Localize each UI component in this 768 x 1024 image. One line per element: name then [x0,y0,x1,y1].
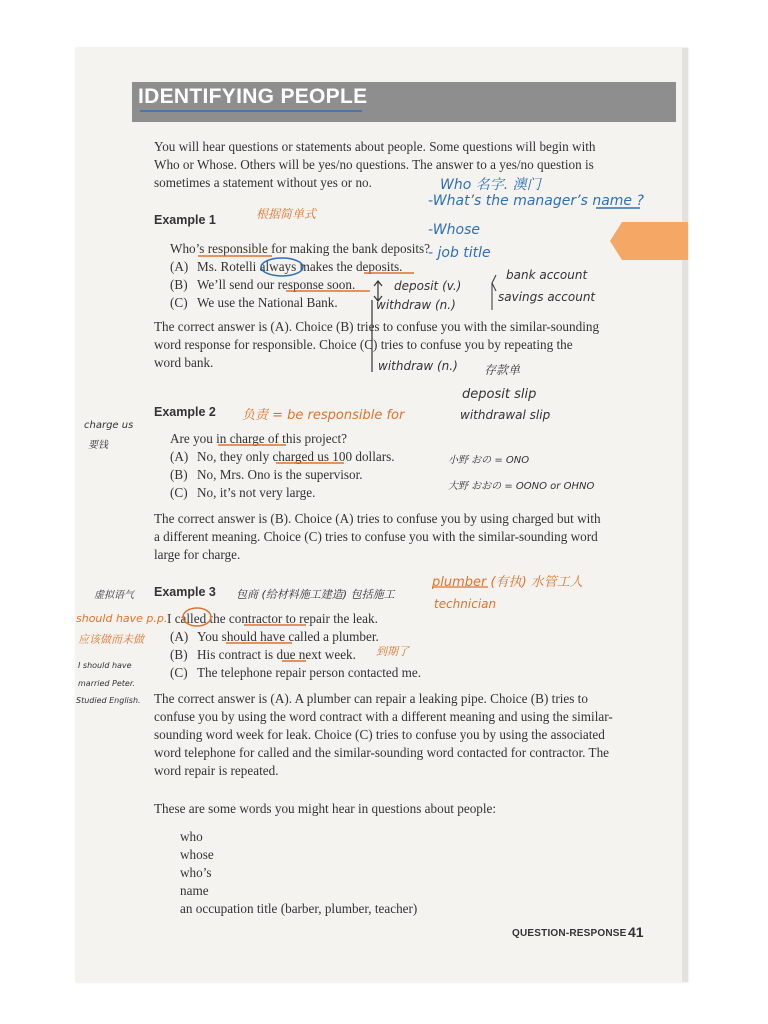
note-left-4: I should have [78,661,132,670]
intro-line-2: Who or Whose. Others will be yes/no questions. The answer to a yes/no question is [154,157,594,172]
intro-line-1: You will hear questions or statements about people. Some questions will begin with [154,139,596,154]
list-item: an occupation title (barber, plumber, teacher) [180,901,418,916]
list-item: whose [180,847,214,862]
note-left-2: should have p.p. [76,612,168,625]
example-1-question: Who’s responsible for making the bank deposits? [170,241,431,256]
circle-always [261,258,303,276]
page-title: IDENTIFYING PEOPLE [138,85,368,108]
note-savings-account: savings account [498,290,596,304]
example-2-option-a: No, they only charged us 100 dollars. [197,449,395,464]
example-3-option-a-letter: (A) [170,629,189,644]
note-ono-1: 小野 おの = ONO [448,455,530,466]
example-2-option-c: No, it’s not very large. [197,485,316,500]
example-1-option-a: Ms. Rotelli always makes the deposits. [197,259,403,274]
note-whats-name: -What’s the manager’s name ? [428,193,644,209]
example-2-option-b-letter: (B) [170,467,188,482]
example-3-option-b-letter: (B) [170,647,188,662]
example-2-label: Example 2 [154,405,216,419]
example-1-label: Example 1 [154,213,216,227]
note-plumber: plumber (有执) 水管工人 [432,575,583,590]
intro-line-3: sometimes a statement without yes or no. [154,175,372,190]
example-1-option-a-letter: (A) [170,259,189,274]
list-item: name [180,883,209,898]
note-left-6: Studied English. [76,696,141,705]
note-deposit: deposit (v.) [394,279,462,293]
example-1-option-c-letter: (C) [170,295,188,310]
page-number: 41 [628,924,644,940]
example-2-option-a-letter: (A) [170,449,189,464]
example-3-question: I called the contractor to repair the leak. [167,611,378,626]
note-charge-us: charge us [84,420,134,431]
list-item: who’s [180,865,212,880]
note-withdraw: withdraw (n.) [376,298,456,312]
example-1-option-c: We use the National Bank. [197,295,338,310]
note-who-name: Who 名字. 澳门 [440,177,541,193]
example-2-explanation-2: a different meaning. Choice (C) tries to confuse you with the similar-sounding word [154,529,598,544]
note-deposit-slip: deposit slip [462,387,537,402]
example-2-option-b: No, Mrs. Ono is the supervisor. [197,467,363,482]
note-withdrawal-slip: withdrawal slip [460,408,551,422]
example-1-option-b: We’ll send our response soon. [197,277,356,292]
example-3-label: Example 3 [154,585,216,599]
example-1-explanation-2: word response for responsible. Choice (C) tries to confuse you by repeating the [154,337,573,352]
note-ono-2: 大野 おおの = OONO or OHNO [448,481,595,492]
note-withdraw-noun: withdraw (n.) [378,359,458,373]
example-3-option-c-letter: (C) [170,665,188,680]
note-left-1: 虚拟语气 [94,590,134,601]
example-2-option-c-letter: (C) [170,485,188,500]
note-left-3: 应该做而未做 [78,633,144,646]
example-3-explanation-5: word repair is repeated. [154,763,279,778]
example-3-explanation-3: sounding word week for leak. Choice (C) tries to confuse you by using the associated [154,727,605,742]
example-3-explanation-4: word telephone for called and the similar-sounding word contacted for contractor. The [154,745,610,760]
note-due: 到期了 [376,645,409,658]
note-technician: technician [434,597,497,611]
circle-called [183,608,211,626]
example-2-explanation-3: large for charge. [154,547,241,562]
note-example-1: 根据简单式 [256,207,317,221]
example-1-option-b-letter: (B) [170,277,188,292]
note-contractor: 包商 (给材料施工建造) 包括施工 [236,588,395,601]
note-whose: -Whose [428,222,480,238]
example-3-explanation-1: The correct answer is (A). A plumber can repair a leaking pipe. Choice (B) tries to [154,691,588,706]
note-charge-cn: 要钱 [88,440,108,451]
example-2-question: Are you in charge of this project? [170,431,347,446]
example-3-option-c: The telephone repair person contacted me. [197,665,422,680]
note-bank-account: bank account [506,268,588,282]
list-item: who [180,829,203,844]
example-1-explanation-1: The correct answer is (A). Choice (B) tries to confuse you with the similar-sounding [154,319,600,334]
note-example-2: 负责 = be responsible for [242,408,405,423]
example-3-option-b: His contract is due next week. [197,647,356,662]
note-left-5: married Peter. [78,679,135,688]
wordlist-intro: These are some words you might hear in questions about people: [154,801,497,816]
footer-section: QUESTION-RESPONSE [512,928,627,939]
example-3-explanation-2: confuse you by using the word contract with a different meaning and using the similar- [154,709,613,724]
note-job-title: - job title [428,245,491,261]
example-2-explanation-1: The correct answer is (B). Choice (A) tries to confuse you by using charged but with [154,511,601,526]
example-1-explanation-3: word bank. [154,355,214,370]
arrow-deposit-withdraw [374,281,382,301]
note-deposit-slip-cn: 存款单 [484,363,521,377]
bank-brace [492,275,496,310]
example-3-option-a: You should have called a plumber. [197,629,379,644]
